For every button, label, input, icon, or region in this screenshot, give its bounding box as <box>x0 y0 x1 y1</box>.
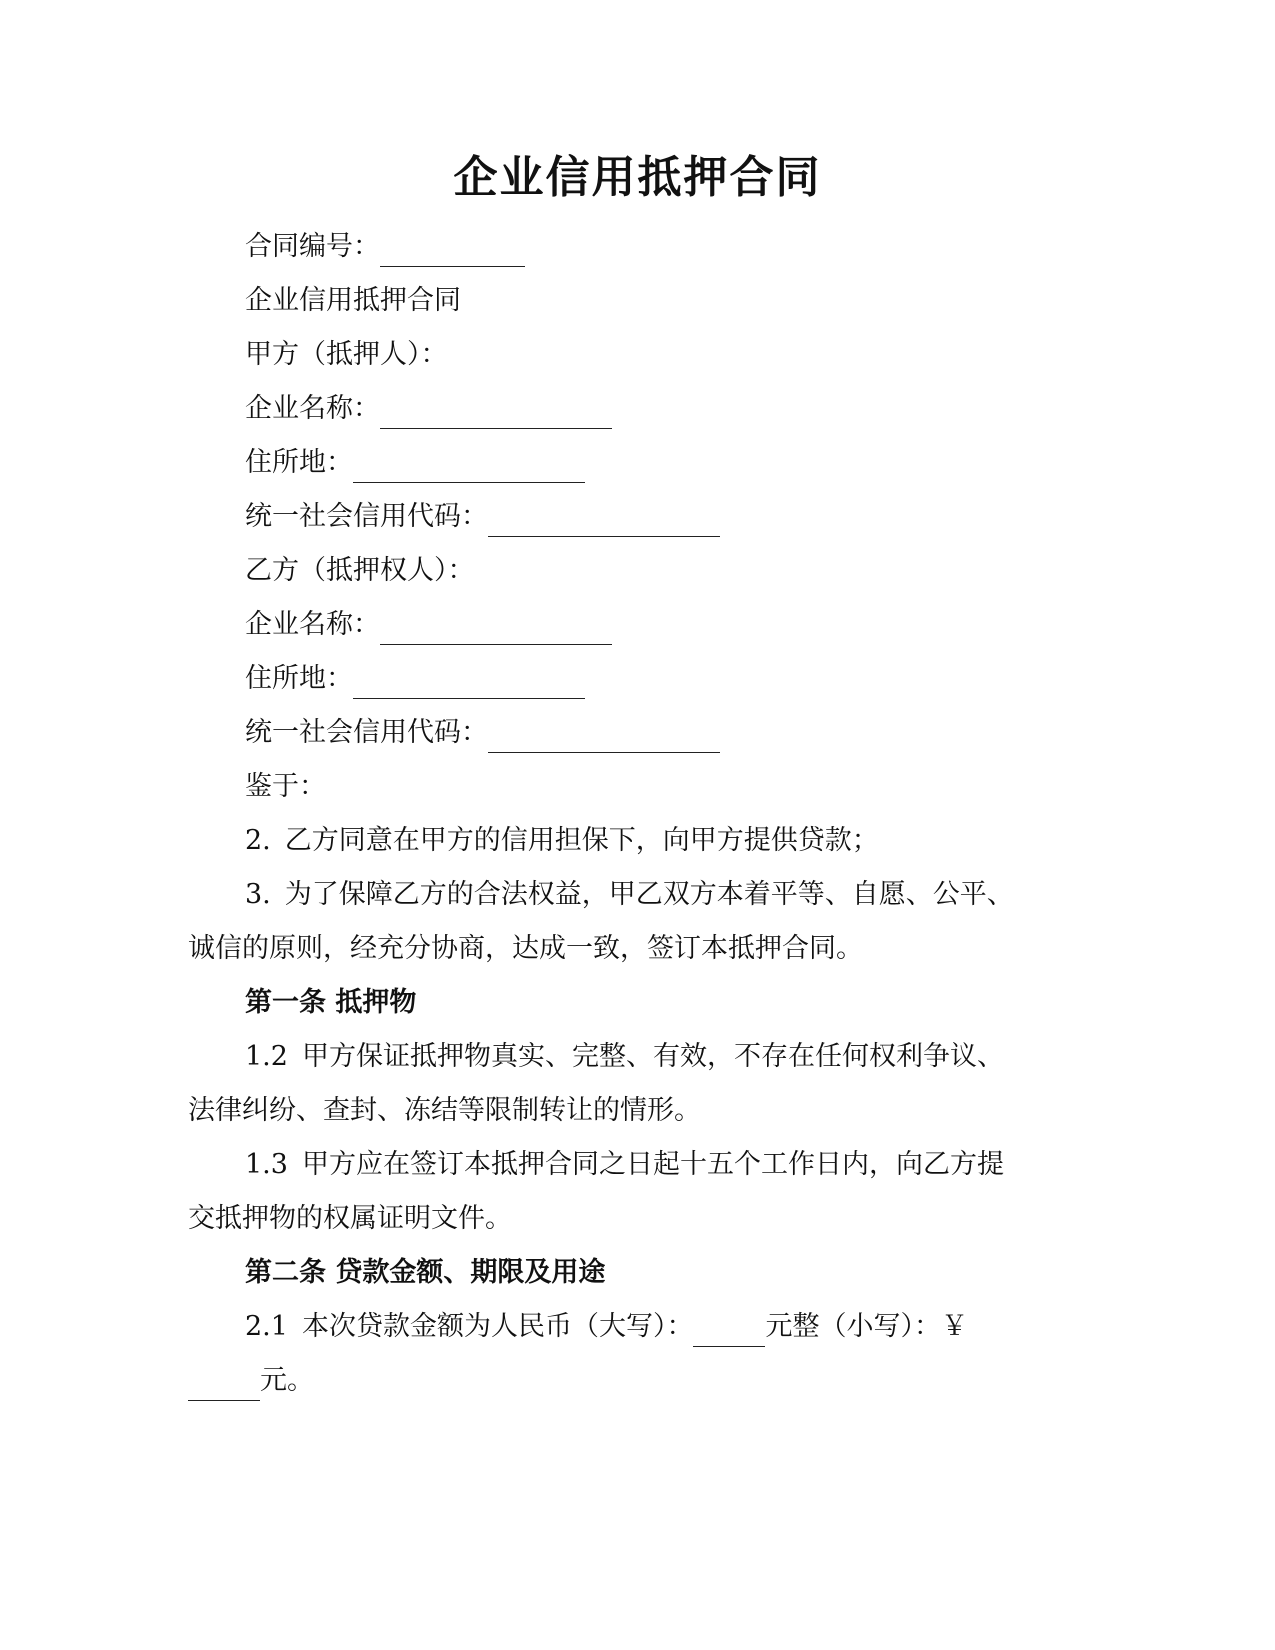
whereas-item-3-line1 <box>245 875 1014 915</box>
party-b-address-label: 住所地： <box>245 663 353 694</box>
party-b-name-blank <box>380 614 612 645</box>
clause-2-1-line1 <box>245 1307 968 1347</box>
contract-number-blank <box>380 236 525 267</box>
clause-1-2-line2: 法律纠纷、查封、冻结等限制转让的情形。 <box>188 1095 701 1126</box>
clause-1-3-line2: 交抵押物的权属证明文件。 <box>188 1203 512 1234</box>
contract-number-label: 合同编号： <box>245 231 380 262</box>
party-b-heading: 乙方（抵押权人）： <box>245 555 475 586</box>
document-title: 企业信用抵押合同 <box>453 152 822 203</box>
party-a-code-label: 统一社会信用代码： <box>245 501 488 532</box>
party-b-code-line <box>245 713 720 753</box>
clause-2-1-prefix: 本次贷款金额为人民币（大写）： <box>301 1311 694 1342</box>
clause-1-2-line1 <box>245 1037 1004 1077</box>
whereas-item-2-text: 乙方同意在甲方的信用担保下，向甲方提供贷款； <box>284 825 879 856</box>
contract-number-line <box>245 227 525 267</box>
clause-2-1-suffix: 元。 <box>260 1365 314 1396</box>
amount-uppercase-blank <box>693 1316 765 1347</box>
clause-1-3-line1 <box>245 1145 1004 1185</box>
clause-1-2-text: 甲方保证抵押物真实、完整、有效，不存在任何权利争议、 <box>301 1041 1004 1072</box>
clause-2-1-mid: 元整（小写）：￥ <box>765 1311 968 1342</box>
amount-numeric-blank <box>188 1370 260 1401</box>
article-1-heading: 第一条 抵押物 <box>245 987 417 1018</box>
party-a-address-line <box>245 443 585 483</box>
party-a-name-label: 企业名称： <box>245 393 380 424</box>
clause-1-3-number: 1.3 <box>245 1149 288 1180</box>
party-a-heading: 甲方（抵押人）： <box>245 339 448 370</box>
party-b-name-line <box>245 605 612 645</box>
party-a-code-blank <box>488 506 720 537</box>
whereas-item-2 <box>245 821 879 861</box>
party-b-name-label: 企业名称： <box>245 609 380 640</box>
party-a-code-line <box>245 497 720 537</box>
whereas-item-3-text: 为了保障乙方的合法权益，甲乙双方本着平等、自愿、公平、 <box>284 879 1014 910</box>
party-b-address-line <box>245 659 585 699</box>
party-a-address-label: 住所地： <box>245 447 353 478</box>
party-b-code-blank <box>488 722 720 753</box>
party-b-code-label: 统一社会信用代码： <box>245 717 488 748</box>
article-2-heading: 第二条 贷款金额、期限及用途 <box>245 1257 606 1288</box>
clause-1-3-text: 甲方应在签订本抵押合同之日起十五个工作日内，向乙方提 <box>301 1149 1004 1180</box>
whereas-item-3-number: 3. <box>245 879 271 910</box>
whereas-heading: 鉴于： <box>245 771 326 802</box>
clause-2-1-number: 2.1 <box>245 1311 288 1342</box>
clause-1-2-number: 1.2 <box>245 1041 288 1072</box>
whereas-item-3-line2: 诚信的原则，经充分协商，达成一致，签订本抵押合同。 <box>188 933 863 964</box>
party-a-name-blank <box>380 398 612 429</box>
whereas-item-2-number: 2. <box>245 825 271 856</box>
party-b-address-blank <box>353 668 585 699</box>
party-a-name-line <box>245 389 612 429</box>
party-a-address-blank <box>353 452 585 483</box>
clause-2-1-line2 <box>188 1361 314 1401</box>
subtitle: 企业信用抵押合同 <box>245 285 461 316</box>
